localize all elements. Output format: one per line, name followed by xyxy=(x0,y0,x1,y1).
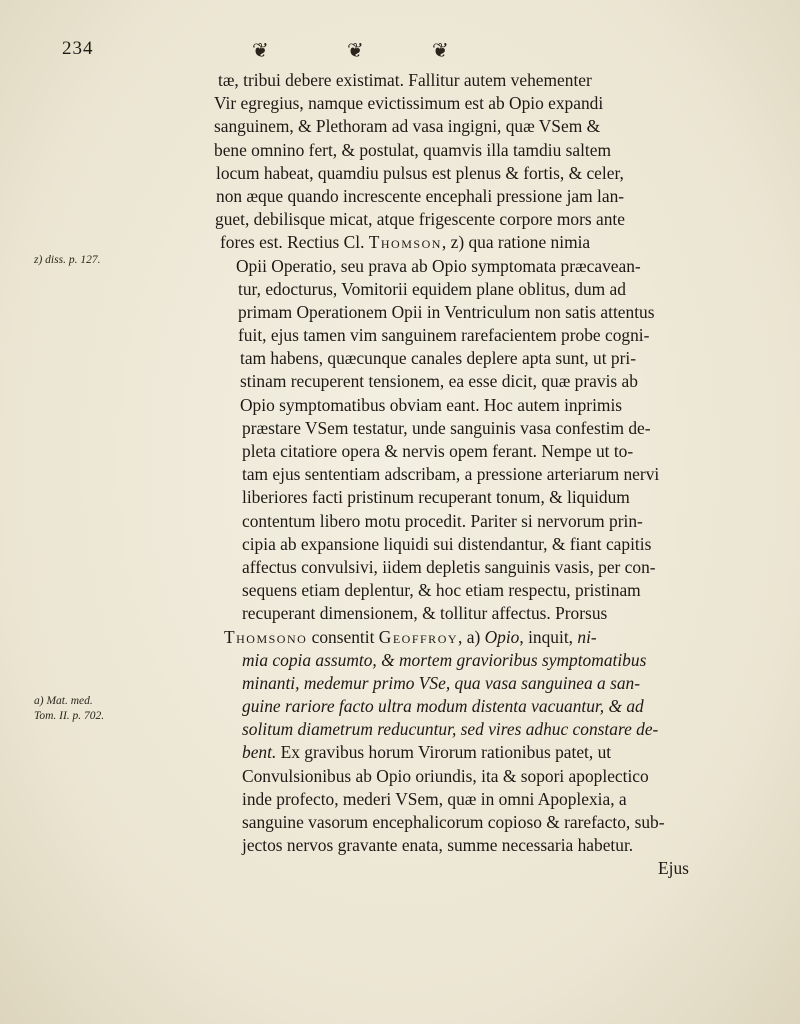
text-line xyxy=(242,602,778,625)
text-line xyxy=(242,463,778,486)
text-line xyxy=(242,695,778,718)
text-line xyxy=(242,417,778,440)
text-run: Thomson xyxy=(368,232,442,253)
text-run: guet, debilisque micat, atque frigescente corpore mors ante xyxy=(215,209,625,230)
text-line xyxy=(242,834,778,857)
text-run: liberiores facti pristinum recuperant tonum, & liquidum xyxy=(242,487,630,508)
text-line xyxy=(242,765,778,788)
text-run: solitum diametrum reducuntur, sed vires adhuc constare de- xyxy=(242,719,659,740)
text-run: Ejus xyxy=(658,858,689,879)
text-line xyxy=(236,255,778,278)
text-line xyxy=(242,811,778,834)
text-line xyxy=(238,301,778,324)
text-line xyxy=(242,741,778,764)
text-line xyxy=(220,231,778,254)
text-run: tam ejus sententiam adscribam, a pressione arteriarum nervi xyxy=(242,464,660,485)
text-line xyxy=(242,556,778,579)
text-line xyxy=(238,278,778,301)
text-run: non æque quando increscente encephali pressione jam lan- xyxy=(216,185,625,206)
text-line xyxy=(242,672,778,695)
text-run: , inquit, xyxy=(519,626,578,647)
text-run: , a) xyxy=(458,626,485,647)
text-run: Geoffroy xyxy=(378,626,459,647)
text-run: sanguinem, & Plethoram ad vasa ingigni, quæ VSem & xyxy=(214,116,601,137)
text-line xyxy=(240,370,778,393)
text-run: fores est. Rectius Cl. xyxy=(220,232,369,253)
text-line xyxy=(242,579,778,602)
text-run: Ex gravibus horum Virorum rationibus patet, ut xyxy=(276,742,612,763)
text-line xyxy=(242,486,778,509)
text-line xyxy=(658,857,778,880)
text-line xyxy=(240,347,778,370)
margin-note-reference: Tom. II. p. 702. xyxy=(34,710,105,722)
running-head xyxy=(62,38,762,68)
body-text xyxy=(214,69,778,881)
text-run: tæ, tribui debere existimat. Fallitur autem vehementer xyxy=(218,70,592,90)
text-run: primam Operationem Opii in Ventriculum non satis attentus xyxy=(238,301,655,322)
text-line xyxy=(238,324,778,347)
text-line xyxy=(240,394,778,417)
text-line xyxy=(214,115,778,138)
text-line xyxy=(214,92,778,115)
text-line xyxy=(242,440,778,463)
text-line xyxy=(214,139,778,162)
text-run: bene omnino fert, & postulat, quamvis illa tamdiu saltem xyxy=(214,139,612,160)
text-run: stinam recuperent tensionem, ea esse dicit, quæ pravis ab xyxy=(240,371,638,392)
text-run: Opio symptomatibus obviam eant. Hoc autem inprimis xyxy=(240,394,623,415)
text-run: , z) qua ratione nimia xyxy=(441,232,591,253)
text-run: cipia ab expansione liquidi sui distendantur, & fiant capitis xyxy=(242,533,652,554)
text-run: recuperant dimensionem, & tollitur affectus. Prorsus xyxy=(242,603,608,624)
text-run: Thomsono xyxy=(224,626,308,647)
text-run: sequens etiam deplentur, & hoc etiam respectu, pristinam xyxy=(242,580,641,601)
page-number: 234 xyxy=(62,38,94,59)
text-run: locum habeat, quamdiu pulsus est plenus & fortis, & celer, xyxy=(216,162,624,183)
text-line xyxy=(224,626,778,649)
text-line xyxy=(216,162,778,185)
text-run: consentit xyxy=(307,626,379,647)
margin-note-reference: a) Mat. med. xyxy=(34,695,93,707)
text-line xyxy=(218,69,778,92)
text-run: tur, edocturus, Vomitorii equidem plane oblitus, dum ad xyxy=(238,278,626,299)
text-run: mia copia assumto, & mortem gravioribus symptomatibus xyxy=(242,649,647,670)
text-line xyxy=(242,718,778,741)
text-run: ni- xyxy=(577,626,597,647)
text-run: Vir egregius, namque evictissimum est ab Opio expandi xyxy=(214,93,604,114)
text-run: bent. xyxy=(242,742,277,763)
text-line xyxy=(216,185,778,208)
text-run: fuit, ejus tamen vim sanguinem rarefacientem probe cogni- xyxy=(238,325,650,346)
text-run: tam habens, quæcunque canales deplere apta sunt, ut pri- xyxy=(240,348,636,369)
text-line xyxy=(242,533,778,556)
text-run: Opio xyxy=(484,626,520,647)
text-run: jectos nervos gravante enata, summe necessaria habetur. xyxy=(242,835,634,856)
text-run: sanguine vasorum encephalicorum copioso & rarefacto, sub- xyxy=(242,812,665,832)
text-run: guine rariore facto ultra modum distenta vacuantur, & ad xyxy=(242,696,644,717)
fleuron-ornament-icon: ❦ xyxy=(432,40,449,62)
text-run: Opii Operatio, seu prava ab Opio symptomata præcavean- xyxy=(236,255,641,276)
text-run: præstare VSem testatur, unde sanguinis vasa confestim de- xyxy=(242,417,651,438)
text-line xyxy=(242,788,778,811)
text-line xyxy=(242,649,778,672)
margin-note-reference: z) diss. p. 127. xyxy=(34,254,101,266)
text-run: inde profecto, mederi VSem, quæ in omni Apoplexia, a xyxy=(242,788,627,809)
fleuron-ornament-icon: ❦ xyxy=(347,40,364,62)
text-run: contentum libero motu procedit. Pariter si nervorum prin- xyxy=(242,510,643,531)
text-run: affectus convulsivi, iidem depletis sanguinis vasis, per con- xyxy=(242,556,656,577)
text-run: minanti, medemur primo VSe, qua vasa sanguinea a san- xyxy=(242,672,641,693)
text-line xyxy=(242,510,778,533)
text-run: pleta citatiore opera & nervis opem ferant. Nempe ut to- xyxy=(242,441,634,461)
text-run: Convulsionibus ab Opio oriundis, ita & sopori apoplectico xyxy=(242,765,649,786)
fleuron-ornament-icon: ❦ xyxy=(252,40,269,62)
text-line xyxy=(215,208,778,231)
